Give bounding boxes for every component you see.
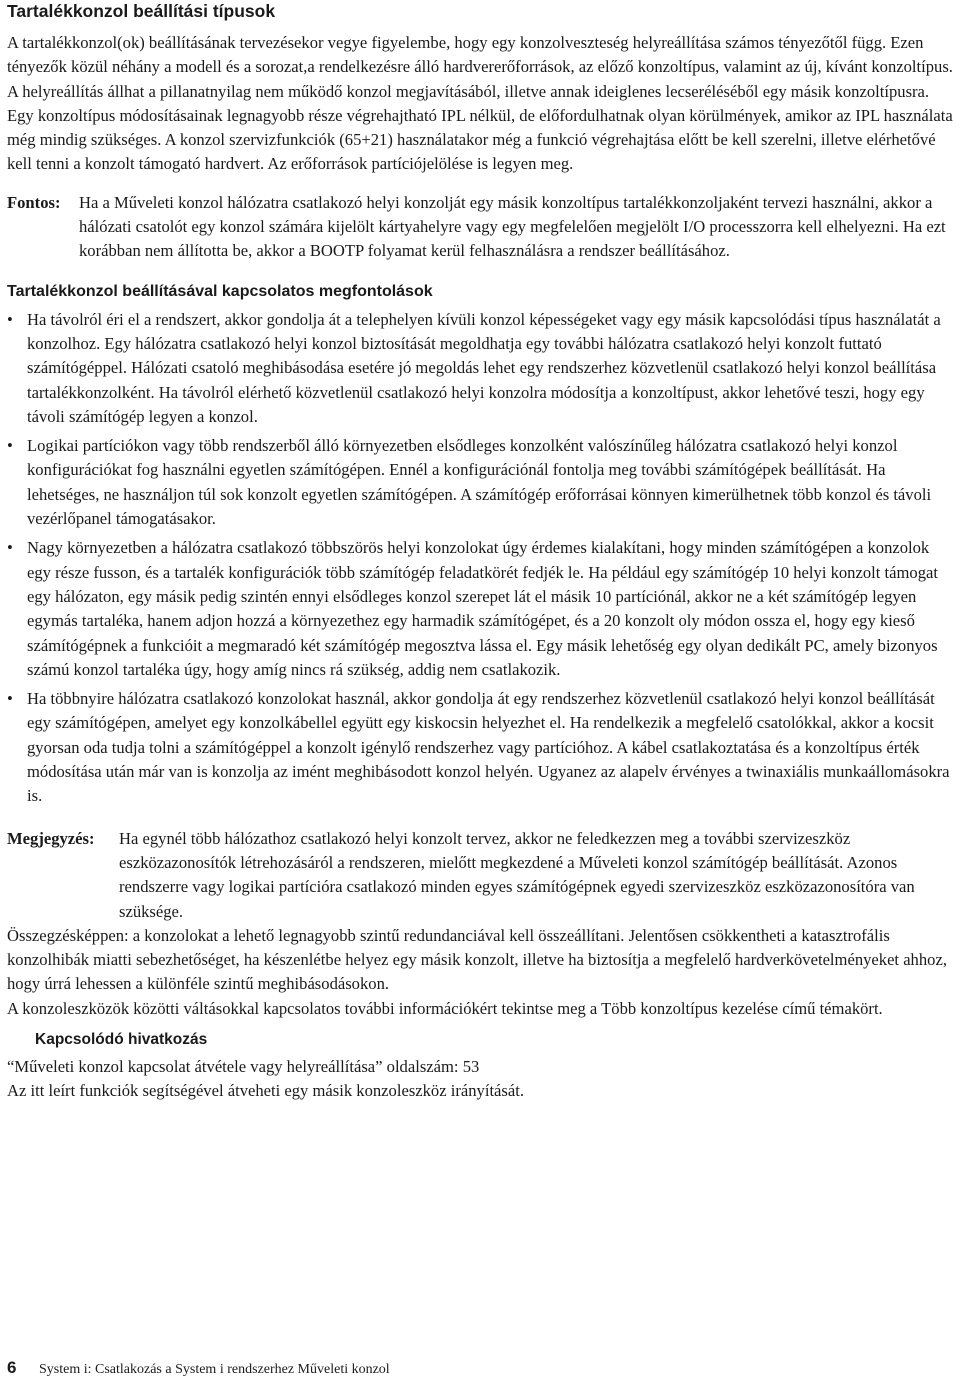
footer-title: System i: Csatlakozás a System i rendszerhez Műveleti konzol xyxy=(39,1362,390,1377)
list-item xyxy=(7,687,957,808)
related-heading: Kapcsolódó hivatkozás xyxy=(35,1030,208,1048)
related-link[interactable]: “Műveleti konzol kapcsolat átvétele vagy helyreállítása” oldalszám: 53 xyxy=(7,1056,480,1076)
bullet-icon: • xyxy=(7,309,13,329)
page-footer xyxy=(7,1358,390,1378)
further-info-paragraph: A konzoleszközök közötti váltásokkal kapcsolatos további információkért tekintse meg a Több konzoltípus kezelése című témakört. xyxy=(7,998,883,1018)
list-item xyxy=(7,308,957,429)
important-note-label: Fontos: xyxy=(7,192,61,212)
list-item-text: Ha többnyire hálózatra csatlakozó konzolokat használ, akkor gondolja át egy rendszerhez közvetlenül csatlakozó helyi konzol beállítását egy számítógépen, amelyet egy konzolkábellel együtt egy kiskocsin helyezhet el. Ha rendelkezik a megfelelő csatolókkal, akkor a kocsit gyorsan oda tudja tolni a számítógéppel a konzolt igénylő rendszerhez vagy partícióhoz. A kábel csatlakoztatása és a konzoltípus érték módosítása után már van is konzolja az imént meghibásodott konzol helyén. Ugyanez az alapelv érvényes a twinaxiális munkaállomásokra is. xyxy=(27,689,950,806)
document-page xyxy=(7,0,957,1104)
intro-paragraph: A tartalékkonzol(ok) beállításának tervezésekor vegye figyelembe, hogy egy konzolveszteség helyreállítása számos tényezőtől függ. Ezen tényezők közül néhány a modell és a sorozat,a rendelkezésre álló hardvererőforrások, az előző konzoltípus, valamint az új, kívánt konzoltípus. A helyreállítás állhat a pillanatnyilag nem működő konzol megjavításából, illetve annak ideiglenes lecseréléséből egy másik konzoltípusra. Egy konzoltípus módosításainak legnagyobb része végrehajtható IPL nélkül, de előfordulhatnak olyan körülmények, amikor az IPL használata még mindig szükséges. A konzol szervizfunkciók (65+21) használatakor még a funkció végrehajtása előtt be kell szerelni, illetve elérhetővé kell tenni a konzolt támogató hardvert. Az erőforrások partíciójelölése is legyen meg. xyxy=(7,33,953,174)
page-title: Tartalékkonzol beállítási típusok xyxy=(7,1,276,21)
list-item-text: Logikai partíciókon vagy több rendszerből álló környezetben elsődleges konzolként valószínűleg hálózatra csatlakozó helyi konzol konfigurációkat fog használni egyetlen számítógépen. Ennél a konfigurációnál fontolja meg további számítógépek beállítását. Ha lehetséges, ne használjon túl sok konzolt egyetlen számítógépen. A számítógép erőforrásai könnyen kimerülhetnek több konzol és távoli vezérlőpanel támogatásakor. xyxy=(27,436,932,529)
megjegyzes-note-label: Megjegyzés: xyxy=(7,828,95,848)
list-item xyxy=(7,536,957,682)
list-item-text: Nagy környezetben a hálózatra csatlakozó többszörös helyi konzolokat úgy érdemes kialakítani, hogy minden számítógépen a konzolok egy része fusson, és a tartalék konfigurációk több számítógép feladatkörét fedjék le. Ha például egy számítógép 10 helyi konzolt támogat egy hálózaton, egy másik pedig szintén ennyi elsődleges konzol szerepet lát el másik 10 partíciónál, akkor ne a két számítógép legyen egymás tartaléka, hanem adjon hozzá a környezethez egy harmadik számítógépet, és a 20 konzolt oly módon ossza el, hogy egy kieső számítógépnek a funkcióit a megmaradó két számítógép megosztva lássa el. Egy másik lehetőség egy olyan dedikált PC, amely bizonyos számú konzol tartaléka úgy, hogy amíg nincs rá szükség, addig nem csatlakozik. xyxy=(27,538,938,679)
related-link-description: Az itt leírt funkciók segítségével átveheti egy másik konzoleszköz irányítását. xyxy=(7,1081,525,1101)
section-heading: Tartalékkonzol beállításával kapcsolatos megfontolások xyxy=(7,282,433,300)
important-note xyxy=(7,191,957,264)
bullet-icon: • xyxy=(7,689,13,709)
page-number: 6 xyxy=(7,1358,17,1377)
list-item-text: Ha távolról éri el a rendszert, akkor gondolja át a telephelyen kívüli konzol képességeket vagy egy másik kapcsolódási típus használatát a konzolhoz. Egy hálózatra csatlakozó helyi konzol biztosítását megoldhatja egy további hálózatra csatlakozó helyi konzolt futtató számítógéppel. Hálózati csatoló meghibásodása esetére jó megoldás lehet egy rendszerhez közvetlenül csatlakozó helyi konzol beállítása tartalékkonzolként. Ha távolról elérhető közvetlenül csatlakozó helyi konzolra módosítja a konzoltípust, akkor lehetővé teszi, hogy egy távoli számítógép legyen a konzol. xyxy=(27,309,941,426)
bullet-icon: • xyxy=(7,538,13,558)
megjegyzes-note-text: Ha egynél több hálózathoz csatlakozó helyi konzolt tervez, akkor ne feledkezzen meg a további szervizeszköz eszközazonosítók létrehozásáról a rendszeren, mielőtt megkezdené a Műveleti konzol számítógép beállítását. Azonos rendszerre vagy logikai partícióra csatlakozó minden egyes számítógépnek egyedi szervizeszköz eszközazonosítóra van szüksége. xyxy=(119,828,915,921)
list-item xyxy=(7,434,957,531)
considerations-list xyxy=(7,308,957,809)
bullet-icon: • xyxy=(7,436,13,456)
related-link-line xyxy=(7,1055,957,1079)
megjegyzes-note xyxy=(7,827,957,924)
important-note-text: Ha a Műveleti konzol hálózatra csatlakozó helyi konzolját egy másik konzoltípus tartalékkonzoljaként tervezi használni, akkor a hálózati csatolót egy konzol számára kijelölt kártyahelyre vagy egy megfelelően megjelölt I/O processzorra kell elhelyezni. Ha ezt korábban nem állította be, akkor a BOOTP folyamat kerül felhasználásra a rendszer beállításához. xyxy=(79,192,946,261)
summary-paragraph: Összegzésképpen: a konzolokat a lehető legnagyobb szintű redundanciával kell összeállítani. Jelentősen csökkentheti a katasztrofális konzolhibák miatti sebezhetőséget, ha készenlétbe helyez egy másik konzolt, illetve ha biztosítja a megfelelő hardverkövetelményeket ahhoz, hogy úrrá lehessen a különféle szintű meghibásodásokon. xyxy=(7,925,947,994)
